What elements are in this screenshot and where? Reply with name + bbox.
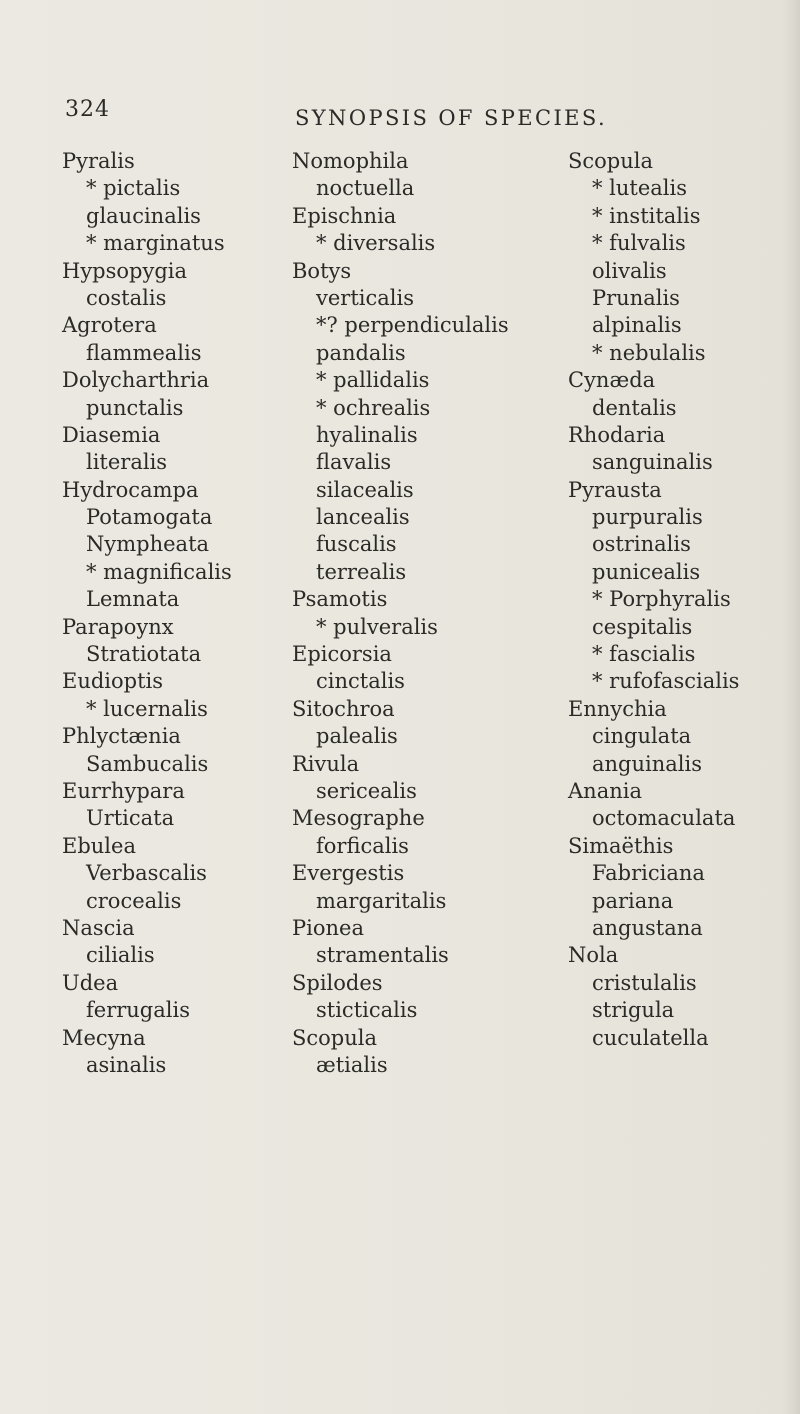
genus-name: Evergestis — [292, 861, 405, 886]
species-name: pariana — [592, 888, 674, 913]
species-column-3 — [568, 148, 739, 1052]
species-name: Potamogata — [86, 505, 213, 530]
species-name: * marginatus — [86, 231, 225, 256]
species-name: * diversalis — [316, 231, 436, 256]
species-name: noctuella — [316, 176, 415, 201]
species-name: punicealis — [592, 559, 701, 584]
genus-name: Epicorsia — [292, 642, 392, 667]
species-name: sanguinalis — [592, 450, 713, 475]
species-name: stramentalis — [316, 943, 449, 968]
species-name: crocealis — [86, 888, 182, 913]
genus-name: Rhodaria — [568, 422, 666, 447]
species-name: * Porphyralis — [592, 587, 731, 612]
genus-name: Agrotera — [62, 313, 157, 338]
species-name: verticalis — [316, 285, 414, 310]
species-name: dentalis — [592, 395, 677, 420]
species-column-2 — [292, 148, 509, 1079]
species-name: palealis — [316, 724, 398, 749]
genus-name: Pionea — [292, 915, 364, 940]
species-name: cingulata — [592, 724, 692, 749]
species-name: Urticata — [86, 806, 175, 831]
genus-name: Pyralis — [62, 149, 135, 173]
page-number: 324 — [65, 97, 110, 122]
genus-name: Psamotis — [292, 587, 388, 612]
species-name: strigula — [592, 998, 675, 1023]
genus-name: Cynæda — [568, 368, 656, 393]
species-name: cespitalis — [592, 614, 693, 639]
genus-name: Mecyna — [62, 1025, 146, 1050]
species-name: purpuralis — [592, 505, 703, 530]
species-name: Nympheata — [86, 532, 210, 557]
species-name: cristulalis — [592, 970, 697, 995]
species-name: flavalis — [316, 450, 392, 475]
species-name: costalis — [86, 285, 167, 310]
species-name: asinalis — [86, 1052, 167, 1077]
species-name: anguinalis — [592, 751, 702, 776]
species-name: * magnificalis — [86, 559, 232, 584]
genus-name: Pyrausta — [568, 477, 662, 502]
species-name: *? perpendiculalis — [316, 313, 509, 338]
species-name: Fabriciana — [592, 861, 705, 886]
species-name: * lucernalis — [86, 696, 208, 721]
species-name: * institalis — [592, 203, 701, 228]
species-name: * fulvalis — [592, 231, 686, 256]
species-name: angustana — [592, 915, 703, 940]
genus-name: Scopula — [292, 1025, 377, 1050]
genus-name: Simaëthis — [568, 833, 674, 858]
species-name: punctalis — [86, 395, 184, 420]
genus-name: Nola — [568, 943, 619, 968]
species-name: Verbascalis — [86, 861, 207, 886]
species-name: Prunalis — [592, 285, 680, 310]
genus-name: Botys — [292, 258, 352, 283]
genus-name: Scopula — [568, 149, 653, 173]
species-name: * pictalis — [86, 176, 181, 201]
genus-name: Eudioptis — [62, 669, 164, 694]
species-name: flammealis — [86, 340, 202, 365]
species-name: fuscalis — [316, 532, 397, 557]
species-name: cinctalis — [316, 669, 405, 694]
species-name: * fascialis — [592, 642, 696, 667]
genus-name: Hydrocampa — [62, 477, 199, 502]
species-name: ætialis — [316, 1052, 388, 1077]
genus-name: Phlyctænia — [62, 724, 181, 749]
species-name: Lemnata — [86, 587, 180, 612]
genus-name: Diasemia — [62, 422, 161, 447]
species-name: glaucinalis — [86, 203, 201, 228]
species-name: sericealis — [316, 778, 417, 803]
species-name: pandalis — [316, 340, 406, 365]
species-name: * rufofascialis — [592, 669, 740, 694]
species-name: cilialis — [86, 943, 155, 968]
species-name: * pallidalis — [316, 368, 430, 393]
species-name: octomaculata — [592, 806, 736, 831]
genus-name: Rivula — [292, 751, 360, 776]
genus-name: Epischnia — [292, 203, 397, 228]
species-name: margaritalis — [316, 888, 447, 913]
species-name: Sambucalis — [86, 751, 209, 776]
genus-name: Nomophila — [292, 149, 409, 173]
species-name: ostrinalis — [592, 532, 691, 557]
genus-name: Udea — [62, 970, 119, 995]
species-name: hyalinalis — [316, 422, 418, 447]
genus-name: Ennychia — [568, 696, 667, 721]
species-name: olivalis — [592, 258, 667, 283]
species-name: lancealis — [316, 505, 410, 530]
page-edge-shadow — [782, 0, 800, 1414]
species-name: * nebulalis — [592, 340, 706, 365]
genus-name: Nascia — [62, 915, 135, 940]
species-name: terrealis — [316, 559, 407, 584]
species-column-1 — [62, 148, 232, 1079]
genus-name: Anania — [568, 778, 642, 803]
species-name: forficalis — [316, 833, 409, 858]
genus-name: Spilodes — [292, 970, 383, 995]
species-name: silacealis — [316, 477, 414, 502]
species-name: cuculatella — [592, 1025, 709, 1050]
genus-name: Sitochroa — [292, 696, 395, 721]
species-name: alpinalis — [592, 313, 682, 338]
species-name: * pulveralis — [316, 614, 438, 639]
species-name: sticticalis — [316, 998, 418, 1023]
species-name: Stratiotata — [86, 642, 202, 667]
genus-name: Parapoynx — [62, 614, 174, 639]
genus-name: Eurrhypara — [62, 778, 185, 803]
genus-name: Mesographe — [292, 806, 425, 831]
genus-name: Dolycharthria — [62, 368, 210, 393]
running-head: SYNOPSIS OF SPECIES. — [295, 106, 608, 130]
species-name: literalis — [86, 450, 168, 475]
species-name: * lutealis — [592, 176, 688, 201]
species-name: ferrugalis — [86, 998, 190, 1023]
genus-name: Ebulea — [62, 833, 136, 858]
genus-name: Hypsopygia — [62, 258, 188, 283]
species-name: * ochrealis — [316, 395, 431, 420]
